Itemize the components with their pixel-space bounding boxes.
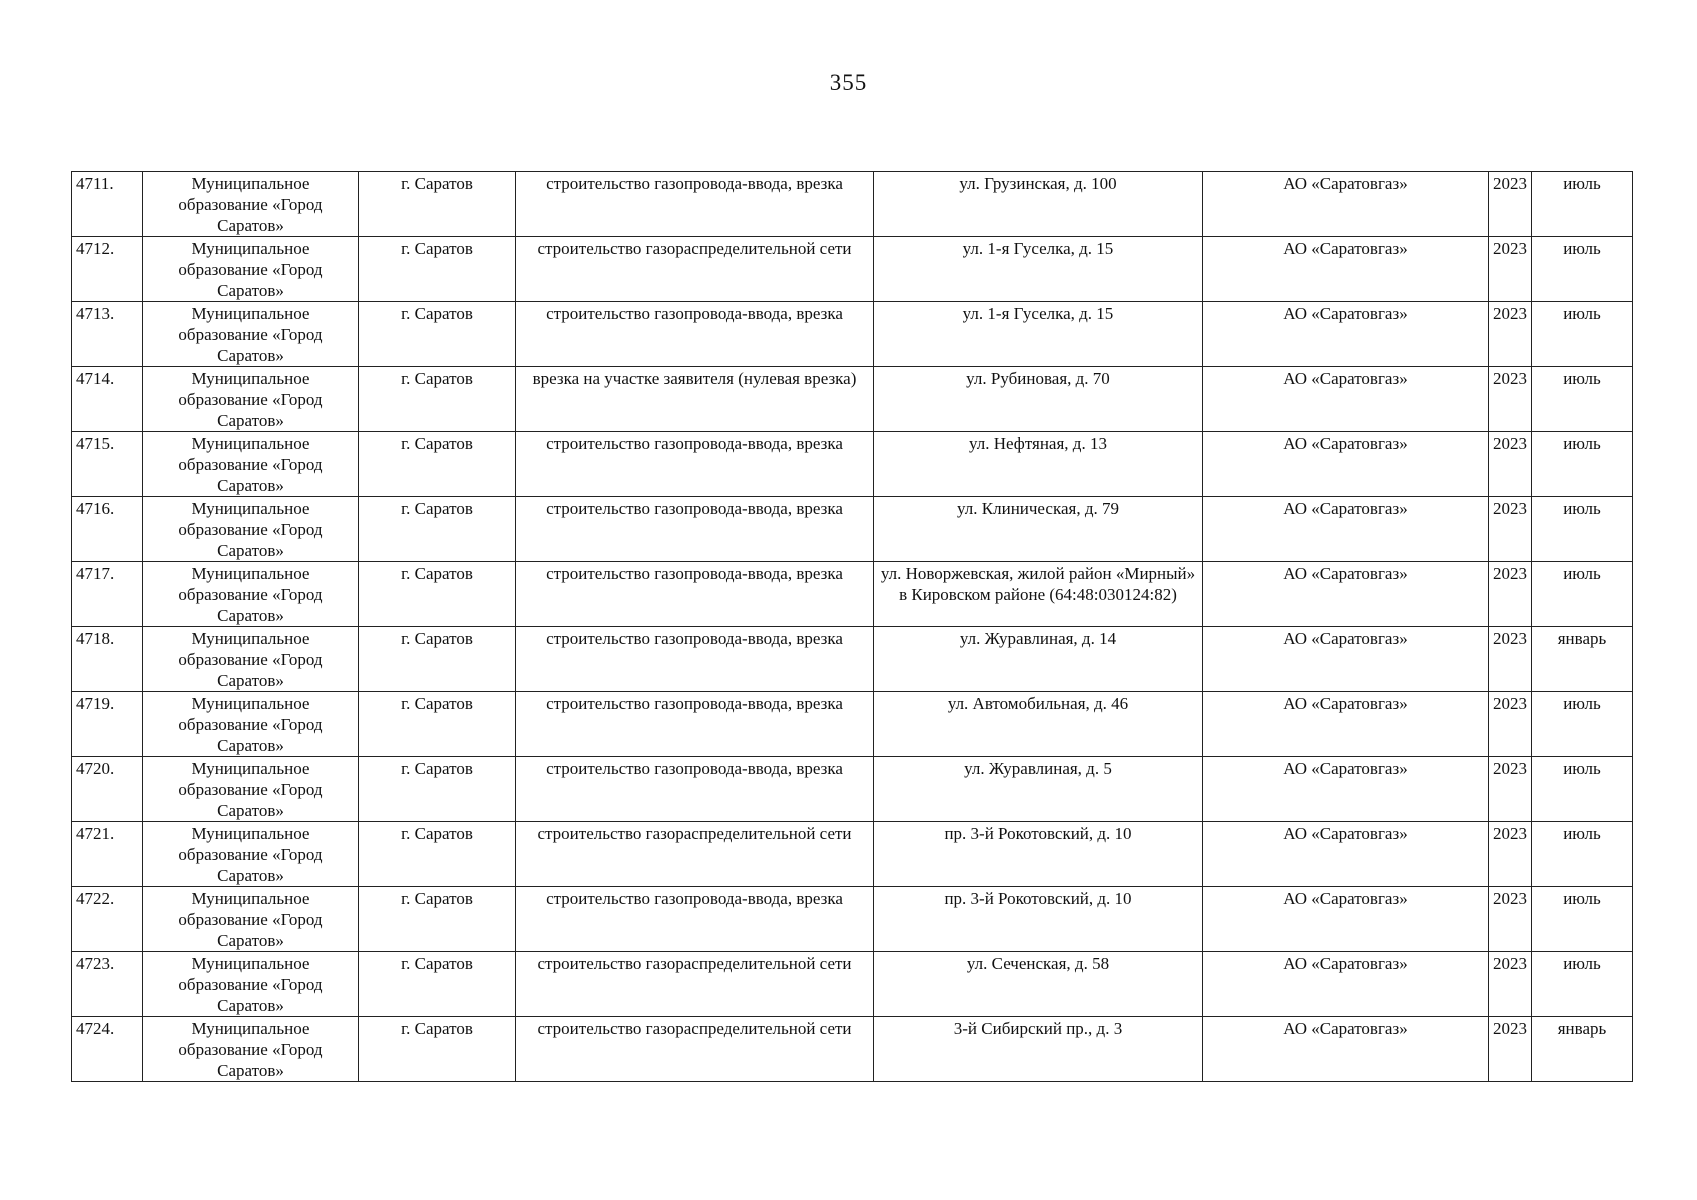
- year-cell: 2023: [1489, 367, 1532, 432]
- table-row: [72, 237, 1633, 302]
- row-number: 4712.: [72, 237, 143, 302]
- table-row: [72, 627, 1633, 692]
- table-row: [72, 692, 1633, 757]
- row-number: 4723.: [72, 952, 143, 1017]
- month-cell: январь: [1532, 1017, 1633, 1082]
- organization-cell: АО «Саратовгаз»: [1203, 692, 1489, 757]
- year-cell: 2023: [1489, 302, 1532, 367]
- work-type-cell: врезка на участке заявителя (нулевая врезка): [516, 367, 874, 432]
- month-cell: июль: [1532, 172, 1633, 237]
- municipality-cell: Муниципальное образование «Город Саратов»: [143, 757, 359, 822]
- work-type-cell: строительство газораспределительной сети: [516, 1017, 874, 1082]
- municipality-cell: Муниципальное образование «Город Саратов»: [143, 887, 359, 952]
- work-type-cell: строительство газопровода-ввода, врезка: [516, 562, 874, 627]
- work-type-cell: строительство газопровода-ввода, врезка: [516, 497, 874, 562]
- address-cell: ул. Грузинская, д. 100: [874, 172, 1203, 237]
- year-cell: 2023: [1489, 497, 1532, 562]
- year-cell: 2023: [1489, 822, 1532, 887]
- table-row: [72, 952, 1633, 1017]
- table-row: [72, 497, 1633, 562]
- municipality-cell: Муниципальное образование «Город Саратов»: [143, 822, 359, 887]
- table-row: [72, 1017, 1633, 1082]
- organization-cell: АО «Саратовгаз»: [1203, 562, 1489, 627]
- work-type-cell: строительство газопровода-ввода, врезка: [516, 627, 874, 692]
- work-type-cell: строительство газораспределительной сети: [516, 952, 874, 1017]
- row-number: 4721.: [72, 822, 143, 887]
- city-cell: г. Саратов: [359, 172, 516, 237]
- address-cell: ул. 1-я Гуселка, д. 15: [874, 302, 1203, 367]
- row-number: 4716.: [72, 497, 143, 562]
- work-type-cell: строительство газопровода-ввода, врезка: [516, 887, 874, 952]
- row-number: 4714.: [72, 367, 143, 432]
- row-number: 4719.: [72, 692, 143, 757]
- organization-cell: АО «Саратовгаз»: [1203, 887, 1489, 952]
- row-number: 4711.: [72, 172, 143, 237]
- organization-cell: АО «Саратовгаз»: [1203, 432, 1489, 497]
- table-row: [72, 172, 1633, 237]
- organization-cell: АО «Саратовгаз»: [1203, 367, 1489, 432]
- address-cell: пр. 3-й Рокотовский, д. 10: [874, 887, 1203, 952]
- address-cell: пр. 3-й Рокотовский, д. 10: [874, 822, 1203, 887]
- municipality-cell: Муниципальное образование «Город Саратов»: [143, 692, 359, 757]
- work-type-cell: строительство газопровода-ввода, врезка: [516, 692, 874, 757]
- work-type-cell: строительство газопровода-ввода, врезка: [516, 432, 874, 497]
- city-cell: г. Саратов: [359, 952, 516, 1017]
- page-number: 355: [829, 70, 868, 95]
- address-cell: 3-й Сибирский пр., д. 3: [874, 1017, 1203, 1082]
- row-number: 4717.: [72, 562, 143, 627]
- month-cell: июль: [1532, 302, 1633, 367]
- city-cell: г. Саратов: [359, 562, 516, 627]
- municipality-cell: Муниципальное образование «Город Саратов»: [143, 302, 359, 367]
- organization-cell: АО «Саратовгаз»: [1203, 822, 1489, 887]
- year-cell: 2023: [1489, 952, 1532, 1017]
- organization-cell: АО «Саратовгаз»: [1203, 237, 1489, 302]
- organization-cell: АО «Саратовгаз»: [1203, 952, 1489, 1017]
- row-number: 4715.: [72, 432, 143, 497]
- row-number: 4718.: [72, 627, 143, 692]
- address-cell: ул. Автомобильная, д. 46: [874, 692, 1203, 757]
- work-type-cell: строительство газораспределительной сети: [516, 237, 874, 302]
- address-cell: ул. 1-я Гуселка, д. 15: [874, 237, 1203, 302]
- work-type-cell: строительство газораспределительной сети: [516, 822, 874, 887]
- month-cell: июль: [1532, 432, 1633, 497]
- municipality-cell: Муниципальное образование «Город Саратов»: [143, 497, 359, 562]
- table-row: [72, 757, 1633, 822]
- table-row: [72, 432, 1633, 497]
- city-cell: г. Саратов: [359, 367, 516, 432]
- organization-cell: АО «Саратовгаз»: [1203, 172, 1489, 237]
- organization-cell: АО «Саратовгаз»: [1203, 1017, 1489, 1082]
- municipality-cell: Муниципальное образование «Город Саратов»: [143, 432, 359, 497]
- municipality-cell: Муниципальное образование «Город Саратов»: [143, 627, 359, 692]
- year-cell: 2023: [1489, 692, 1532, 757]
- year-cell: 2023: [1489, 172, 1532, 237]
- month-cell: июль: [1532, 692, 1633, 757]
- address-cell: ул. Журавлиная, д. 14: [874, 627, 1203, 692]
- table-row: [72, 887, 1633, 952]
- month-cell: июль: [1532, 757, 1633, 822]
- address-cell: ул. Новоржевская, жилой район «Мирный» в Кировском районе (64:48:030124:82): [874, 562, 1203, 627]
- table-row: [72, 302, 1633, 367]
- city-cell: г. Саратов: [359, 302, 516, 367]
- municipality-cell: Муниципальное образование «Город Саратов»: [143, 237, 359, 302]
- organization-cell: АО «Саратовгаз»: [1203, 302, 1489, 367]
- work-type-cell: строительство газопровода-ввода, врезка: [516, 757, 874, 822]
- municipality-cell: Муниципальное образование «Город Саратов»: [143, 952, 359, 1017]
- municipality-cell: Муниципальное образование «Город Саратов»: [143, 367, 359, 432]
- city-cell: г. Саратов: [359, 237, 516, 302]
- city-cell: г. Саратов: [359, 432, 516, 497]
- city-cell: г. Саратов: [359, 627, 516, 692]
- row-number: 4724.: [72, 1017, 143, 1082]
- city-cell: г. Саратов: [359, 497, 516, 562]
- month-cell: июль: [1532, 562, 1633, 627]
- year-cell: 2023: [1489, 887, 1532, 952]
- city-cell: г. Саратов: [359, 822, 516, 887]
- table-row: [72, 367, 1633, 432]
- address-cell: ул. Клиническая, д. 79: [874, 497, 1203, 562]
- month-cell: июль: [1532, 822, 1633, 887]
- organization-cell: АО «Саратовгаз»: [1203, 497, 1489, 562]
- month-cell: январь: [1532, 627, 1633, 692]
- city-cell: г. Саратов: [359, 1017, 516, 1082]
- city-cell: г. Саратов: [359, 757, 516, 822]
- city-cell: г. Саратов: [359, 887, 516, 952]
- organization-cell: АО «Саратовгаз»: [1203, 757, 1489, 822]
- city-cell: г. Саратов: [359, 692, 516, 757]
- municipality-cell: Муниципальное образование «Город Саратов»: [143, 562, 359, 627]
- year-cell: 2023: [1489, 627, 1532, 692]
- municipality-cell: Муниципальное образование «Город Саратов»: [143, 1017, 359, 1082]
- municipality-cell: Муниципальное образование «Город Саратов»: [143, 172, 359, 237]
- address-cell: ул. Сеченская, д. 58: [874, 952, 1203, 1017]
- month-cell: июль: [1532, 497, 1633, 562]
- year-cell: 2023: [1489, 432, 1532, 497]
- work-type-cell: строительство газопровода-ввода, врезка: [516, 302, 874, 367]
- month-cell: июль: [1532, 237, 1633, 302]
- gasification-table: [71, 171, 1633, 1082]
- row-number: 4713.: [72, 302, 143, 367]
- table-row: [72, 822, 1633, 887]
- month-cell: июль: [1532, 952, 1633, 1017]
- month-cell: июль: [1532, 887, 1633, 952]
- address-cell: ул. Журавлиная, д. 5: [874, 757, 1203, 822]
- year-cell: 2023: [1489, 757, 1532, 822]
- year-cell: 2023: [1489, 562, 1532, 627]
- year-cell: 2023: [1489, 1017, 1532, 1082]
- work-type-cell: строительство газопровода-ввода, врезка: [516, 172, 874, 237]
- year-cell: 2023: [1489, 237, 1532, 302]
- address-cell: ул. Нефтяная, д. 13: [874, 432, 1203, 497]
- organization-cell: АО «Саратовгаз»: [1203, 627, 1489, 692]
- table-row: [72, 562, 1633, 627]
- month-cell: июль: [1532, 367, 1633, 432]
- row-number: 4722.: [72, 887, 143, 952]
- row-number: 4720.: [72, 757, 143, 822]
- address-cell: ул. Рубиновая, д. 70: [874, 367, 1203, 432]
